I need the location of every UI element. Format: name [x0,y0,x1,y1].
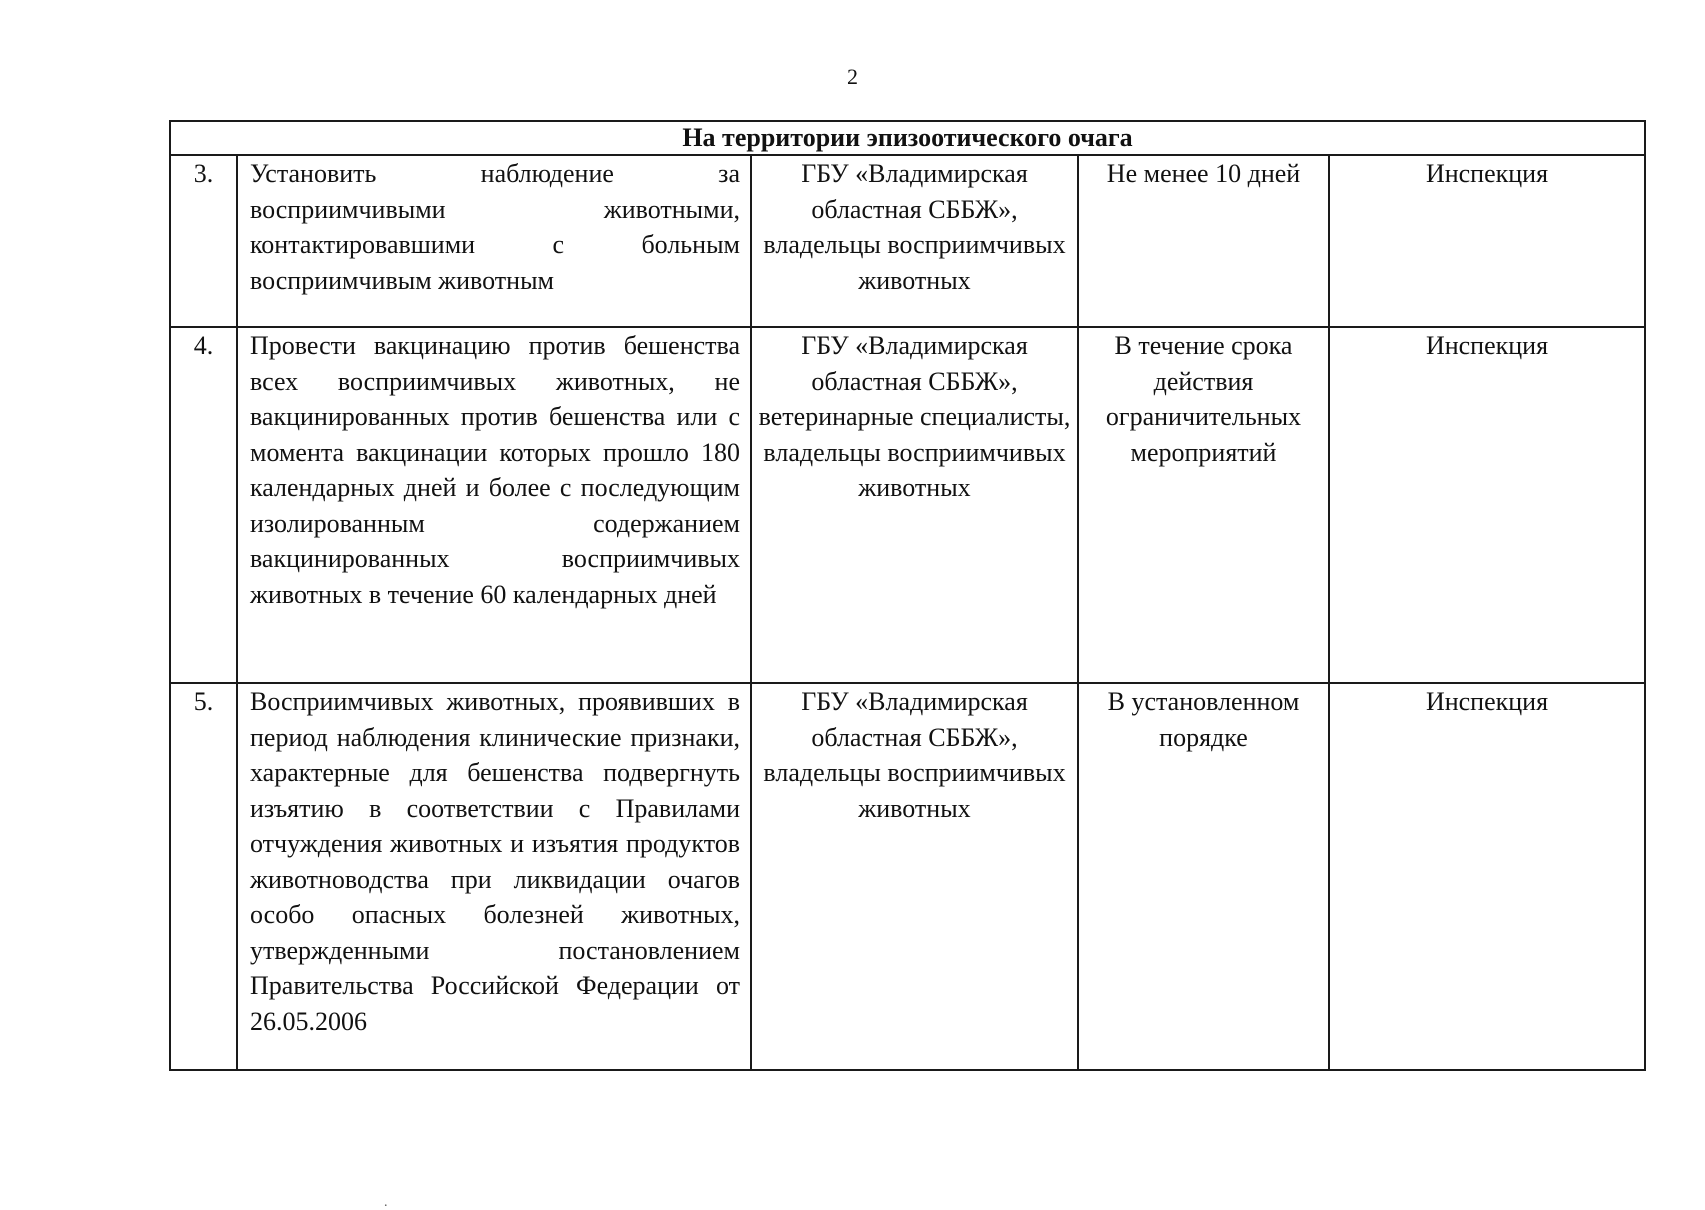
action-cell: Провести вакцинацию против бешенства всех восприимчивых животных, не вакцинированных против бешенства или с момента вакцинации которых прошло 180 календарных дней и более с последующим изолированным содержанием вакцинированных восприимчивых животных в течение 60 календарных дней [237,327,751,683]
term-cell: В течение срока действия ограничительных мероприятий [1078,327,1329,683]
scan-speck: . [384,1195,388,1210]
responsible-cell: ГБУ «Владимирская областная СББЖ», ветеринарные специалисты, владельцы восприимчивых животных [751,327,1078,683]
row-number: 3. [170,155,237,327]
responsible-cell: ГБУ «Владимирская областная СББЖ», владельцы восприимчивых животных [751,155,1078,327]
section-header-row [170,121,1645,155]
row-number: 4. [170,327,237,683]
table-row [170,683,1645,1070]
action-cell: Восприимчивых животных, проявивших в период наблюдения клинические признаки, характерные для бешенства подвергнуть изъятию в соответствии с Правилами отчуждения животных и изъятия продуктов животноводства при ликвидации очагов особо опасных болезней животных, утвержденными постановлением Правительства Российской Федерации от 26.05.2006 [237,683,751,1070]
section-title: На территории эпизоотического очага [170,121,1645,155]
action-cell: Установить наблюдение за восприимчивыми животными, контактировавшими с больным восприимчивым животным [237,155,751,327]
control-cell: Инспекция [1329,683,1645,1070]
measures-table [169,120,1646,1071]
row-number: 5. [170,683,237,1070]
responsible-cell: ГБУ «Владимирская областная СББЖ», владельцы восприимчивых животных [751,683,1078,1070]
page-number: 2 [847,64,858,89]
table-row [170,155,1645,327]
term-cell: В установленном порядке [1078,683,1329,1070]
control-cell: Инспекция [1329,155,1645,327]
term-cell: Не менее 10 дней [1078,155,1329,327]
control-cell: Инспекция [1329,327,1645,683]
table-row [170,327,1645,683]
